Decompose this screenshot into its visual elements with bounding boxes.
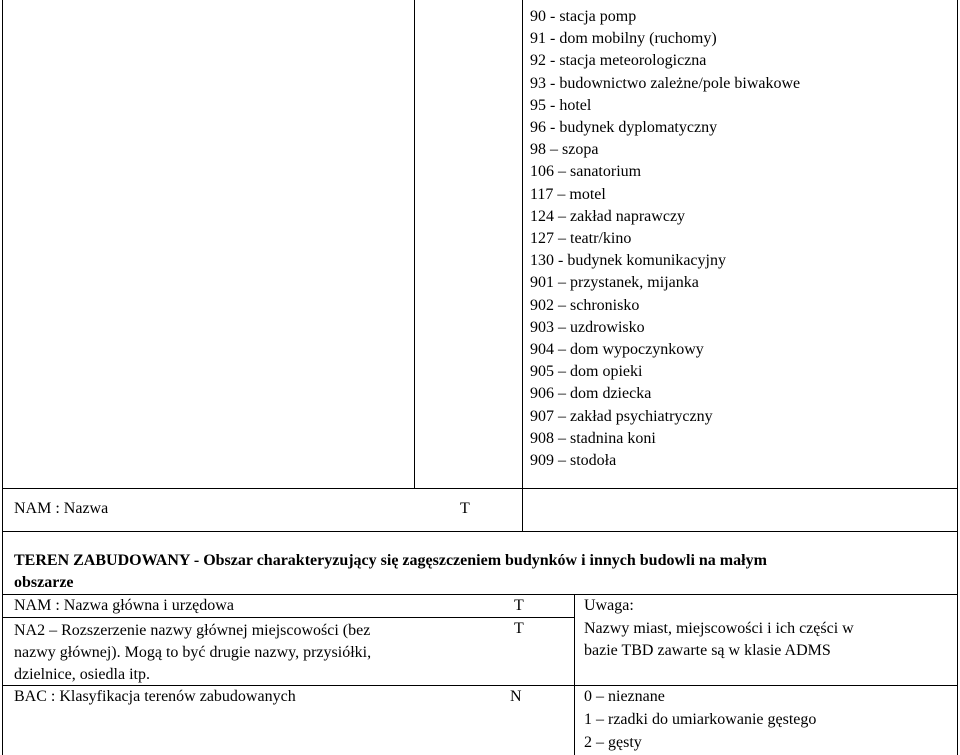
code-item: 905 – dom opieki [530,363,643,381]
code-item: 90 - stacja pomp [530,8,637,25]
section-title: TEREN ZABUDOWANY - Obszar charakteryzujący się zagęszczeniem budynków i innych budowli na małym [14,552,767,569]
row-divider-nam [2,531,958,532]
attr-nam-glowna: NAM : Nazwa główna i urzędowa [14,597,234,614]
bac-value-1: 1 – rzadki do umiarkowanie gęstego [584,711,817,728]
code-item: 907 – zakład psychiatryczny [530,407,713,425]
row-divider-codes [2,488,958,489]
bac-value-0: 0 – nieznane [584,688,665,705]
attr-bac: BAC : Klasyfikacja terenów zabudowanych [14,688,296,705]
section-title-continued: obszarze [14,574,74,591]
code-item: 96 - budynek dyplomatyczny [530,119,718,137]
code-item: 904 – dom wypoczynkowy [530,341,704,359]
type-bac: N [510,688,522,705]
code-item: 906 – dom dziecka [530,385,652,403]
code-item: 903 – uzdrowisko [530,318,645,336]
attr-na2-line2: nazwy głównej). Mogą to być drugie nazwy, przysiółki, [14,644,372,661]
code-item: 130 - budynek komunikacyjny [530,252,726,270]
upper-col-divider-1 [414,0,415,488]
nam-col-divider [522,488,523,531]
code-item: 98 – szopa [530,141,599,159]
building-code-list [530,6,800,472]
note-adms-line1: Nazwy miast, miejscowości i ich części w [584,620,854,637]
code-item: 901 – przystanek, mijanka [530,274,699,292]
nam-attribute: NAM : Nazwa [14,500,109,517]
code-item: 117 – motel [530,185,606,203]
bac-value-2: 2 – gęsty [584,734,642,751]
table-left-border [2,0,3,755]
attr-na2-line3: dzielnice, osiedla itp. [14,666,150,683]
code-item: 909 – stodoła [530,452,617,470]
upper-col-divider-2 [522,0,523,488]
code-item: 902 – schronisko [530,296,640,314]
code-item: 106 – sanatorium [530,163,642,181]
code-item: 908 – stadnina koni [530,429,656,447]
code-item: 124 – zakład naprawczy [530,207,686,225]
nam-type: T [460,500,470,517]
attr-na2-line1: NA2 – Rozszerzenie nazwy głównej miejscowości (bez [14,622,371,639]
code-item: 91 - dom mobilny (ruchomy) [530,30,717,48]
row-divider-nam-glowna [2,617,574,618]
code-item: 95 - hotel [530,96,592,114]
type-nam-glowna: T [514,597,524,614]
code-item: 127 – teatr/kino [530,230,632,248]
note-uwaga: Uwaga: [584,597,634,614]
code-item: 93 - budownictwo zależne/pole biwakowe [530,74,801,92]
type-na2: T [514,620,524,637]
code-item: 92 - stacja meteorologiczna [530,52,707,70]
section-col-divider [574,594,575,755]
note-adms-line2: bazie TBD zawarte są w klasie ADMS [584,642,831,659]
table-right-border [957,0,958,755]
